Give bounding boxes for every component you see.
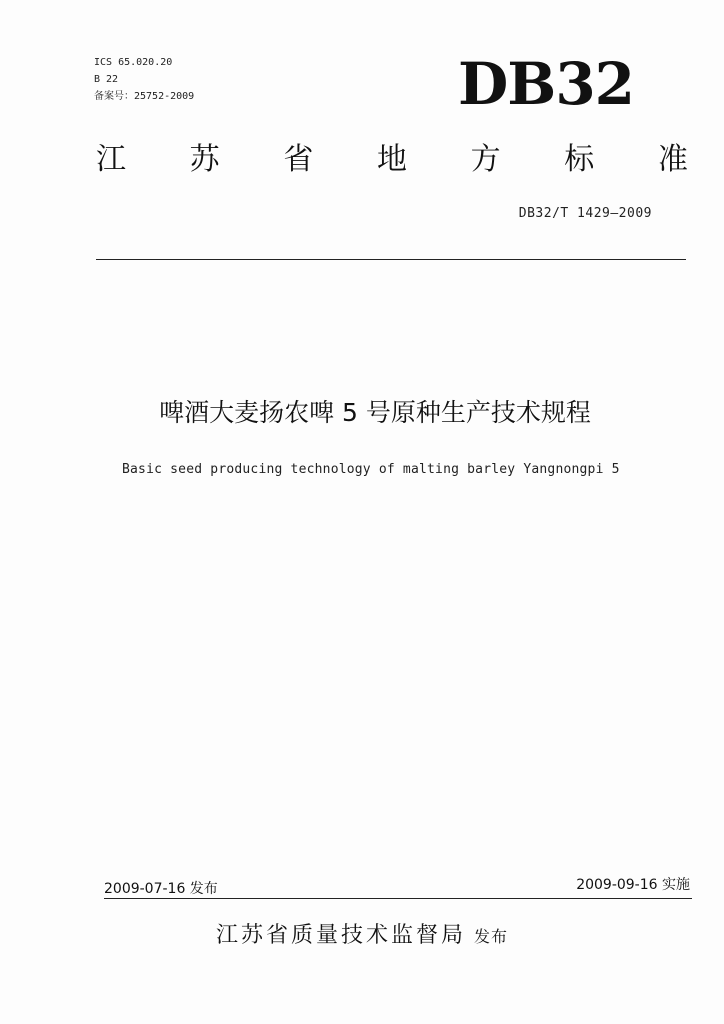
document-title-en: Basic seed producing technology of malting barley Yangnongpi 5 xyxy=(122,462,620,477)
standard-type-char: 省 xyxy=(283,142,314,177)
standard-type-char: 方 xyxy=(470,142,501,177)
standard-type-char: 标 xyxy=(564,142,595,177)
top-divider xyxy=(96,259,686,260)
ics-code: ICS 65.020.20 xyxy=(94,57,173,68)
issue-date: 2009-07-16 发布 xyxy=(104,881,218,897)
filing-number: 备案号：25752-2009 xyxy=(94,91,195,102)
bottom-divider xyxy=(104,898,692,899)
publisher-suffix: 发布 xyxy=(474,927,509,946)
category-code: B 22 xyxy=(94,74,119,85)
standard-number: DB32/T 1429—2009 xyxy=(518,206,652,221)
publisher-line xyxy=(216,918,508,949)
standard-type-char: 江 xyxy=(96,142,126,177)
standard-type-char: 地 xyxy=(376,142,407,177)
implement-date: 2009-09-16 实施 xyxy=(576,877,690,893)
standard-type-heading xyxy=(96,140,688,180)
standard-type-char: 准 xyxy=(657,142,688,177)
classification-block xyxy=(94,54,194,105)
publisher-name: 江苏省质量技术监督局 xyxy=(216,923,467,948)
db32-logo: DB32 xyxy=(458,50,635,118)
document-title-zh: 啤酒大麦扬农啤 5 号原种生产技术规程 xyxy=(159,398,591,427)
standard-type-char: 苏 xyxy=(189,142,220,177)
